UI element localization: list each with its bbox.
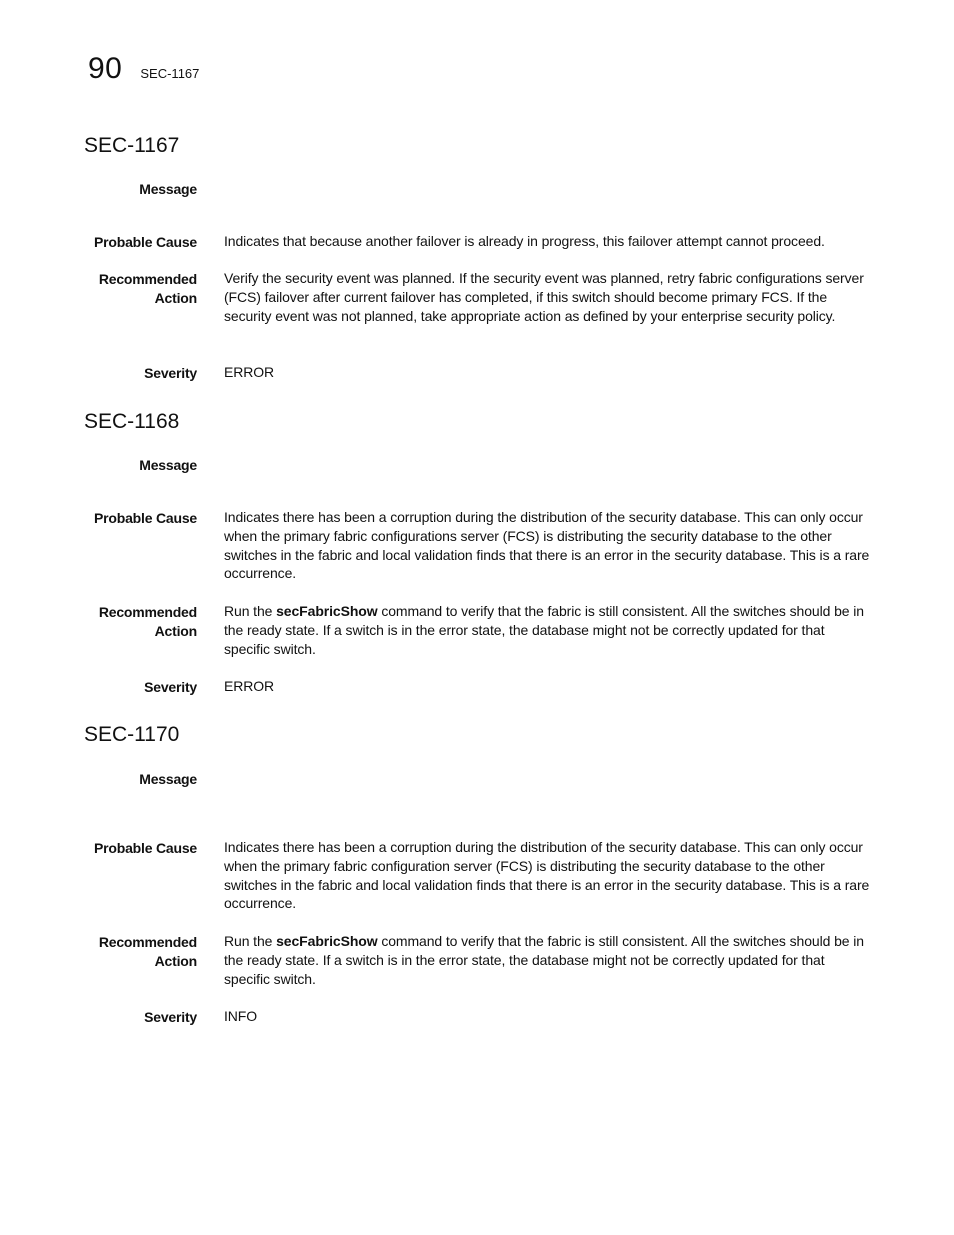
- recommended-action-value: Verify the security event was planned. If the security event was planned, retry fabric configurations server (FCS) failover after current failover has completed, if this switch should become primary FCS. If the security event was not planned, take appropriate action as defined by your enterprise security policy.: [224, 270, 864, 324]
- severity-value: ERROR: [224, 678, 275, 694]
- probable-cause-value: Indicates there has been a corruption during the distribution of the security database. This can only occur when the primary fabric configuration server (FCS) is distributing the security database to the other switches in the fabric and local validation finds that there is an error in the security database. This is a rare occurrence.: [224, 839, 870, 912]
- recommended-action-value: Run the secFabricShow command to verify that the fabric is still consistent. All the switches should be in the ready state. If a switch is in the error state, the database might not be correctly updated for that specific switch.: [224, 603, 864, 657]
- probable-cause-label: Probable Cause: [93, 510, 197, 526]
- recommended-action-value: Run the secFabricShow command to verify that the fabric is still consistent. All the switches should be in the ready state. If a switch is in the error state, the database might not be correctly updated for that specific switch.: [224, 933, 864, 987]
- message-label: Message: [139, 457, 197, 473]
- probable-cause-label: Probable Cause: [93, 234, 197, 250]
- severity-label: Severity: [144, 1009, 197, 1025]
- recommended-action-label: Recommended Action: [98, 604, 197, 639]
- severity-label: Severity: [144, 365, 197, 381]
- section-sec-1167: [84, 133, 884, 381]
- severity-value: INFO: [224, 1008, 258, 1024]
- running-title: SEC-1167: [140, 66, 200, 81]
- section-title: SEC-1168: [84, 410, 180, 433]
- message-label: Message: [139, 181, 197, 197]
- page-number: 90: [88, 52, 123, 85]
- severity-label: Severity: [144, 679, 197, 695]
- command-secfabricshow: secFabricShow: [276, 933, 378, 949]
- severity-value: ERROR: [224, 364, 275, 380]
- section-sec-1168: [84, 409, 884, 695]
- command-secfabricshow: secFabricShow: [276, 603, 378, 619]
- recommended-action-label: Recommended Action: [98, 934, 197, 969]
- message-label: Message: [139, 771, 197, 787]
- recommended-action-label: Recommended Action: [98, 271, 197, 306]
- section-title: SEC-1167: [84, 134, 180, 157]
- probable-cause-value: Indicates that because another failover is already in progress, this failover attempt cannot proceed.: [224, 233, 825, 249]
- probable-cause-label: Probable Cause: [93, 840, 197, 856]
- section-title: SEC-1170: [84, 723, 180, 746]
- page-header: [88, 52, 199, 86]
- section-sec-1170: [84, 722, 884, 1025]
- probable-cause-value: Indicates there has been a corruption during the distribution of the security database. This can only occur when the primary fabric configurations server (FCS) is distributing the security database to the other switches in the fabric and local validation finds that there is an error in the security database. This is a rare occurrence.: [224, 509, 870, 582]
